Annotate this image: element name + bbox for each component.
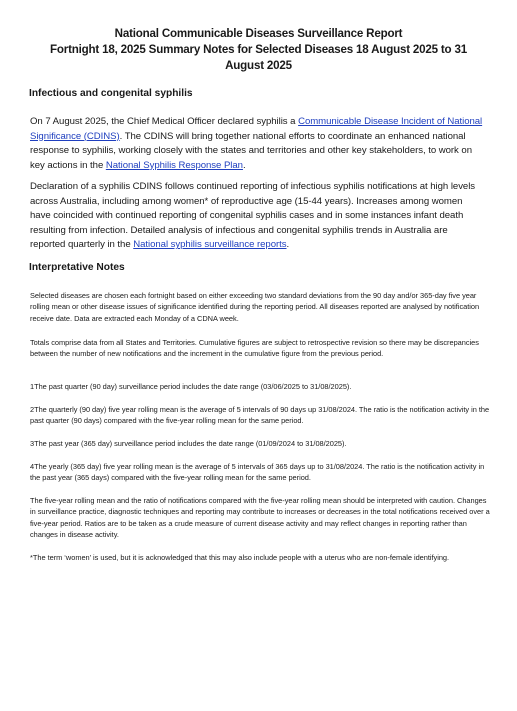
paragraph-text: On 7 August 2025, the Chief Medical Officer declared syphilis a xyxy=(30,116,299,127)
paragraph-text: . xyxy=(242,159,246,171)
report-title xyxy=(30,26,487,74)
note-women-term: *The term ‘women’ is used, but it is acknowledged that this may also include people with a uterus who are non-female identifying. xyxy=(30,553,450,562)
paragraph-syphilis-trends xyxy=(30,180,485,253)
note-rolling-mean-caution: The five-year rolling mean and the ratio of notifications compared with the five-year rolling mean should be interpreted with caution. Changes in surveillance practice, diagnostic techniques and reporting may contribute to increases or decreases in the total notifications received over a five-year period. Ratios are to be taken as a crude measure of current disease activity and may reflect changes in reporting rather than changes in disease activity. xyxy=(30,496,490,540)
paragraph-text: . xyxy=(286,239,290,251)
section-heading-syphilis: Infectious and congenital syphilis xyxy=(29,88,193,99)
cdins-link[interactable]: Communicable Disease Incident of National Significance (CDINS) xyxy=(30,116,483,142)
note-totals: Totals comprise data from all States and Territories. Cumulative figures are subject to retrospective revision so there may be discrepancies between the number of new notifications and the increment in the cumulative figure from the previous period. xyxy=(30,338,479,359)
paragraph-cdins-declaration xyxy=(30,115,485,173)
syphilis-surveillance-reports-link[interactable]: National syphilis surveillance reports xyxy=(133,239,287,251)
note-past-year-period: 3The past year (365 day) surveillance period includes the date range (01/09/2024 to 31/08/2025). xyxy=(30,439,347,448)
note-past-quarter-period: 1The past quarter (90 day) surveillance period includes the date range (03/06/2025 to 31/08/2025). xyxy=(30,382,352,391)
report-title-line1: National Communicable Diseases Surveillance Report xyxy=(114,27,403,40)
syphilis-response-plan-link[interactable]: National Syphilis Response Plan xyxy=(105,159,243,171)
paragraph-text: Declaration of a syphilis CDINS follows continued reporting of infectious syphilis notifications at high levels across Australia, including among women* of reproductive age (15-44 years). Increases among women have coincided with continued reporting of congenital syphilis cases and in some instances infant death resulting from infection. Detailed analysis of infectious and congenital syphilis trends in Australia are reported quarterly in the xyxy=(30,181,476,251)
note-quarterly-rolling-mean: 2The quarterly (90 day) five year rolling mean is the average of 5 intervals of 90 days up 31/08/2024. The ratio is the notification activity in the past quarter (90 days) compared with the five-year rolling mean for the same period. xyxy=(30,405,490,426)
section-heading-interpretative-notes: Interpretative Notes xyxy=(29,262,125,273)
note-yearly-rolling-mean: 4The yearly (365 day) five year rolling mean is the average of 5 intervals of 365 days up to 31/08/2024. The ratio is the notification activity in the past year (365 days) compared with the five-year rolling mean for the same period. xyxy=(30,462,485,483)
report-title-line2: Fortnight 18, 2025 Summary Notes for Selected Diseases 18 August 2025 to 31 August 2025 xyxy=(50,43,467,72)
paragraph-text: . The CDINS will bring together national efforts to coordinate an enhanced national response to syphilis, working closely with the states and territories and other key stakeholders, to work on key actions in the xyxy=(30,130,472,171)
note-selected-diseases: Selected diseases are chosen each fortnight based on either exceeding two standard deviations from the 90 day and/or 365-day five year rolling mean or other disease issues of significance identified during the reporting period. All diseases reported are analysed by notification receive date. Data are extracted each Monday of a CDNA week. xyxy=(30,291,480,323)
